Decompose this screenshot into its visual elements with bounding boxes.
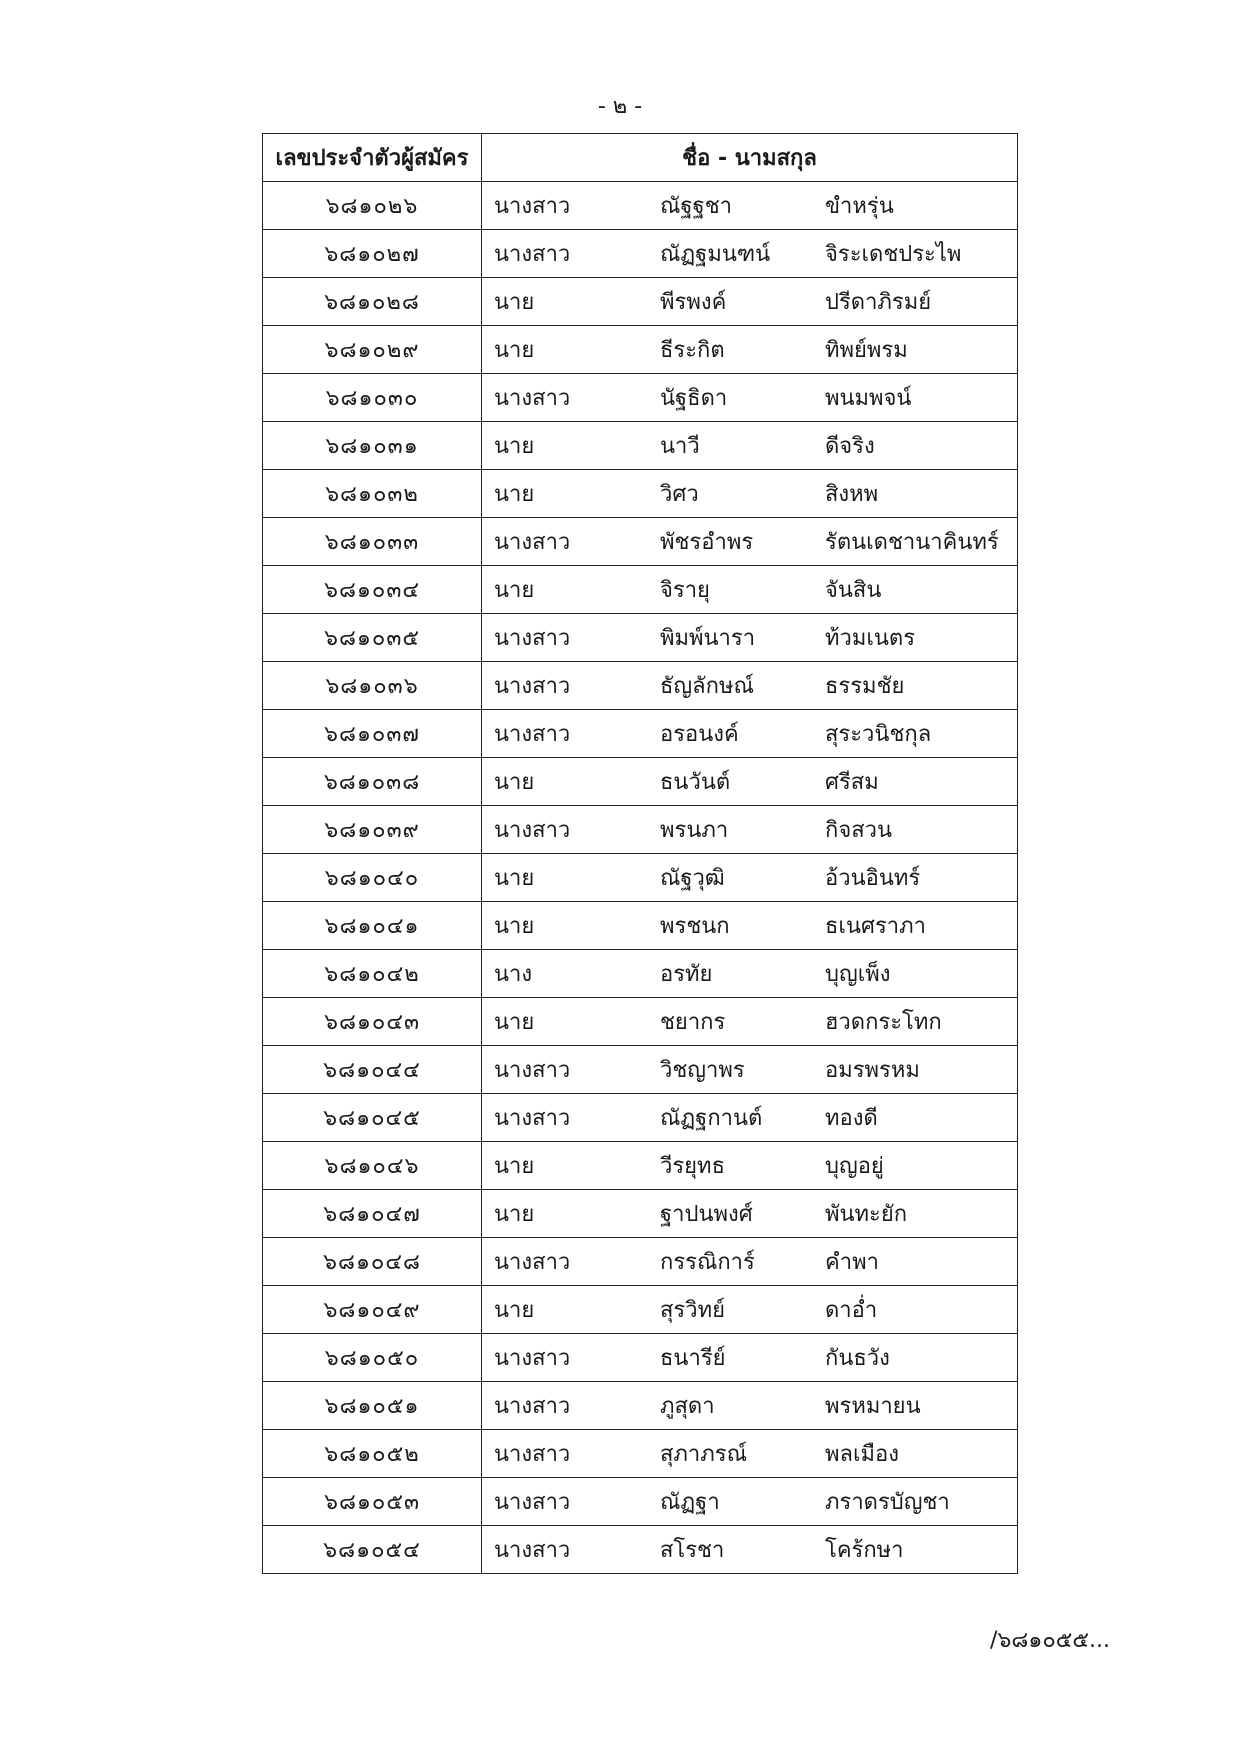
name-title: นางสาว — [494, 1250, 571, 1275]
first-name: พรนภา — [660, 818, 729, 843]
applicant-name-cell — [482, 1382, 1018, 1430]
table-row — [263, 1430, 1018, 1478]
last-name: ขำหรุ่น — [825, 194, 894, 219]
first-name: ณัฏฐกานต์ — [660, 1106, 763, 1131]
applicant-id: ๖๘๑๐๓๗ — [263, 710, 482, 758]
applicant-name-cell — [482, 422, 1018, 470]
table-row — [263, 1046, 1018, 1094]
table-row — [263, 1478, 1018, 1526]
applicant-name-cell — [482, 518, 1018, 566]
table-row — [263, 518, 1018, 566]
applicant-name-cell — [482, 710, 1018, 758]
last-name: ทองดี — [825, 1106, 878, 1131]
applicant-id: ๖๘๑๐๒๖ — [263, 182, 482, 230]
applicant-name-cell — [482, 1334, 1018, 1382]
name-title: นางสาว — [494, 1346, 571, 1371]
table-header-row — [263, 134, 1018, 182]
applicant-name-cell — [482, 1238, 1018, 1286]
applicant-id: ๖๘๑๐๓๘ — [263, 758, 482, 806]
first-name: ณัฏฐา — [660, 1490, 720, 1515]
applicant-name-cell — [482, 1526, 1018, 1574]
last-name: ภราดรบัญชา — [825, 1490, 950, 1515]
first-name: ธีระกิต — [660, 338, 725, 363]
first-name: ภูสุดา — [660, 1394, 715, 1419]
applicant-id: ๖๘๑๐๕๐ — [263, 1334, 482, 1382]
applicant-name-cell — [482, 614, 1018, 662]
table-row — [263, 806, 1018, 854]
applicant-name-cell — [482, 758, 1018, 806]
table-row — [263, 1334, 1018, 1382]
name-title: นางสาว — [494, 1106, 571, 1131]
name-title: นางสาว — [494, 1490, 571, 1515]
last-name: พรหมายน — [825, 1394, 921, 1419]
first-name: วิศว — [660, 482, 699, 507]
applicant-id: ๖๘๑๐๒๘ — [263, 278, 482, 326]
applicant-id: ๖๘๑๐๔๙ — [263, 1286, 482, 1334]
last-name: บุญเพ็ง — [825, 962, 891, 987]
name-title: นาย — [494, 1202, 535, 1227]
applicant-id: ๖๘๑๐๕๒ — [263, 1430, 482, 1478]
first-name: ณัฏฐมนฑน์ — [660, 242, 771, 267]
applicant-id: ๖๘๑๐๔๓ — [263, 998, 482, 1046]
applicant-id: ๖๘๑๐๔๔ — [263, 1046, 482, 1094]
applicant-name-cell — [482, 902, 1018, 950]
table-row — [263, 374, 1018, 422]
applicant-name-cell — [482, 278, 1018, 326]
name-title: นาย — [494, 434, 535, 459]
table-row — [263, 710, 1018, 758]
applicant-id: ๖๘๑๐๔๖ — [263, 1142, 482, 1190]
table-row — [263, 422, 1018, 470]
table-row — [263, 230, 1018, 278]
first-name: วิชญาพร — [660, 1058, 745, 1083]
last-name: พนมพจน์ — [825, 386, 912, 411]
applicant-name-cell — [482, 1190, 1018, 1238]
applicant-id: ๖๘๑๐๔๕ — [263, 1094, 482, 1142]
applicant-name-cell — [482, 470, 1018, 518]
applicant-name-cell — [482, 182, 1018, 230]
name-title: นาย — [494, 914, 535, 939]
name-title: นาย — [494, 1298, 535, 1323]
name-title: นาย — [494, 338, 535, 363]
table-row — [263, 950, 1018, 998]
table-row — [263, 1526, 1018, 1574]
applicant-id: ๖๘๑๐๓๒ — [263, 470, 482, 518]
table-row — [263, 278, 1018, 326]
applicant-name-cell — [482, 1094, 1018, 1142]
name-title: นางสาว — [494, 530, 571, 555]
applicant-id: ๖๘๑๐๓๖ — [263, 662, 482, 710]
applicant-id: ๖๘๑๐๓๔ — [263, 566, 482, 614]
name-title: นาย — [494, 866, 535, 891]
name-title: นาย — [494, 482, 535, 507]
name-title: นางสาว — [494, 1058, 571, 1083]
name-title: นาย — [494, 290, 535, 315]
name-title: นางสาว — [494, 242, 571, 267]
applicant-name-cell — [482, 1286, 1018, 1334]
last-name: ท้วมเนตร — [825, 626, 916, 651]
applicant-name-cell — [482, 374, 1018, 422]
table-row — [263, 758, 1018, 806]
name-title: นางสาว — [494, 1442, 571, 1467]
applicant-id: ๖๘๑๐๓๙ — [263, 806, 482, 854]
name-title: นาย — [494, 1010, 535, 1035]
first-name: สุภาภรณ์ — [660, 1442, 748, 1467]
applicant-name-cell — [482, 230, 1018, 278]
applicant-name-cell — [482, 1142, 1018, 1190]
first-name: อรทัย — [660, 962, 713, 987]
applicant-id: ๖๘๑๐๓๓ — [263, 518, 482, 566]
applicant-id: ๖๘๑๐๓๕ — [263, 614, 482, 662]
name-title: นางสาว — [494, 722, 571, 747]
applicant-id: ๖๘๑๐๒๙ — [263, 326, 482, 374]
column-header-full-name: ชื่อ - นามสกุล — [482, 134, 1018, 182]
page-number: - ๒ - — [597, 94, 643, 119]
last-name: จันสิน — [825, 578, 882, 603]
first-name: นาวี — [660, 434, 700, 459]
first-name: พรชนก — [660, 914, 730, 939]
name-title: นาย — [494, 770, 535, 795]
table-row — [263, 1238, 1018, 1286]
name-title: นางสาว — [494, 674, 571, 699]
applicant-name-cell — [482, 566, 1018, 614]
last-name: สิงหพ — [825, 482, 879, 507]
first-name: สุรวิทย์ — [660, 1298, 725, 1323]
name-title: นางสาว — [494, 386, 571, 411]
first-name: ธัญลักษณ์ — [660, 674, 754, 699]
applicant-id: ๖๘๑๐๕๔ — [263, 1526, 482, 1574]
applicant-name-cell — [482, 806, 1018, 854]
applicant-id: ๖๘๑๐๔๗ — [263, 1190, 482, 1238]
last-name: ฮวดกระโทก — [825, 1010, 942, 1035]
last-name: กันธวัง — [825, 1346, 890, 1371]
applicant-id: ๖๘๑๐๔๐ — [263, 854, 482, 902]
applicant-id: ๖๘๑๐๔๒ — [263, 950, 482, 998]
table-row — [263, 1094, 1018, 1142]
last-name: กิจสวน — [825, 818, 893, 843]
last-name: บุญอยู่ — [825, 1154, 884, 1179]
last-name: รัตนเดชานาคินทร์ — [825, 530, 999, 555]
last-name: โคร้กษา — [825, 1538, 904, 1563]
table-row — [263, 470, 1018, 518]
applicant-name-cell — [482, 998, 1018, 1046]
last-name: สุระวนิชกุล — [825, 722, 932, 747]
applicant-id: ๖๘๑๐๕๑ — [263, 1382, 482, 1430]
table-row — [263, 662, 1018, 710]
table-row — [263, 1382, 1018, 1430]
table-row — [263, 902, 1018, 950]
last-name: จิระเดชประไพ — [825, 242, 962, 267]
first-name: ณัฐวุฒิ — [660, 866, 725, 891]
last-name: ดีจริง — [825, 434, 875, 459]
first-name: สโรชา — [660, 1538, 725, 1563]
table-row — [263, 1286, 1018, 1334]
applicant-id: ๖๘๑๐๓๐ — [263, 374, 482, 422]
table-row — [263, 182, 1018, 230]
applicant-name-cell — [482, 326, 1018, 374]
applicant-id: ๖๘๑๐๒๗ — [263, 230, 482, 278]
applicant-name-cell — [482, 1478, 1018, 1526]
last-name: พันทะยัก — [825, 1202, 908, 1227]
name-title: นางสาว — [494, 1538, 571, 1563]
name-title: นางสาว — [494, 194, 571, 219]
table-row — [263, 854, 1018, 902]
last-name: ธเนศราภา — [825, 914, 926, 939]
table-row — [263, 614, 1018, 662]
name-title: นางสาว — [494, 1394, 571, 1419]
column-header-applicant-id: เลขประจำตัวผู้สมัคร — [263, 134, 482, 182]
last-name: ดาอ่ำ — [825, 1298, 878, 1323]
table-row — [263, 326, 1018, 374]
first-name: ฐาปนพงศ์ — [660, 1202, 753, 1227]
name-title: นางสาว — [494, 818, 571, 843]
last-name: พลเมือง — [825, 1442, 899, 1467]
first-name: กรรณิการ์ — [660, 1250, 755, 1275]
table-row — [263, 998, 1018, 1046]
last-name: ปรีดาภิรมย์ — [825, 290, 932, 315]
first-name: วีรยุทธ — [660, 1154, 725, 1179]
first-name: ชยากร — [660, 1010, 726, 1035]
first-name: ธนวันต์ — [660, 770, 731, 795]
last-name: ศรีสม — [825, 770, 879, 795]
last-name: อมรพรหม — [825, 1058, 920, 1083]
applicant-id: ๖๘๑๐๕๓ — [263, 1478, 482, 1526]
applicant-table — [262, 133, 1018, 1574]
last-name: คำพา — [825, 1250, 879, 1275]
table-row — [263, 1142, 1018, 1190]
applicant-id: ๖๘๑๐๔๘ — [263, 1238, 482, 1286]
applicant-name-cell — [482, 662, 1018, 710]
first-name: อรอนงค์ — [660, 722, 739, 747]
last-name: อ้วนอินทร์ — [825, 866, 921, 891]
applicant-name-cell — [482, 1046, 1018, 1094]
applicant-name-cell — [482, 1430, 1018, 1478]
last-name: ทิพย์พรม — [825, 338, 908, 363]
first-name: จิรายุ — [660, 578, 710, 603]
first-name: ณัฐฐชา — [660, 194, 732, 219]
first-name: พีรพงค์ — [660, 290, 727, 315]
name-title: นาย — [494, 578, 535, 603]
continuation-note: /๖๘๑๐๕๕... — [990, 1628, 1111, 1653]
table-row — [263, 1190, 1018, 1238]
first-name: พัชรอำพร — [660, 530, 754, 555]
table-body — [263, 182, 1018, 1574]
last-name: ธรรมชัย — [825, 674, 905, 699]
table-row — [263, 566, 1018, 614]
first-name: พิมพ์นารา — [660, 626, 756, 651]
name-title: นาง — [494, 962, 533, 987]
name-title: นางสาว — [494, 626, 571, 651]
first-name: ธนารีย์ — [660, 1346, 726, 1371]
applicant-name-cell — [482, 950, 1018, 998]
applicant-id: ๖๘๑๐๔๑ — [263, 902, 482, 950]
first-name: นัฐธิดา — [660, 386, 728, 411]
name-title: นาย — [494, 1154, 535, 1179]
applicant-id: ๖๘๑๐๓๑ — [263, 422, 482, 470]
applicant-name-cell — [482, 854, 1018, 902]
